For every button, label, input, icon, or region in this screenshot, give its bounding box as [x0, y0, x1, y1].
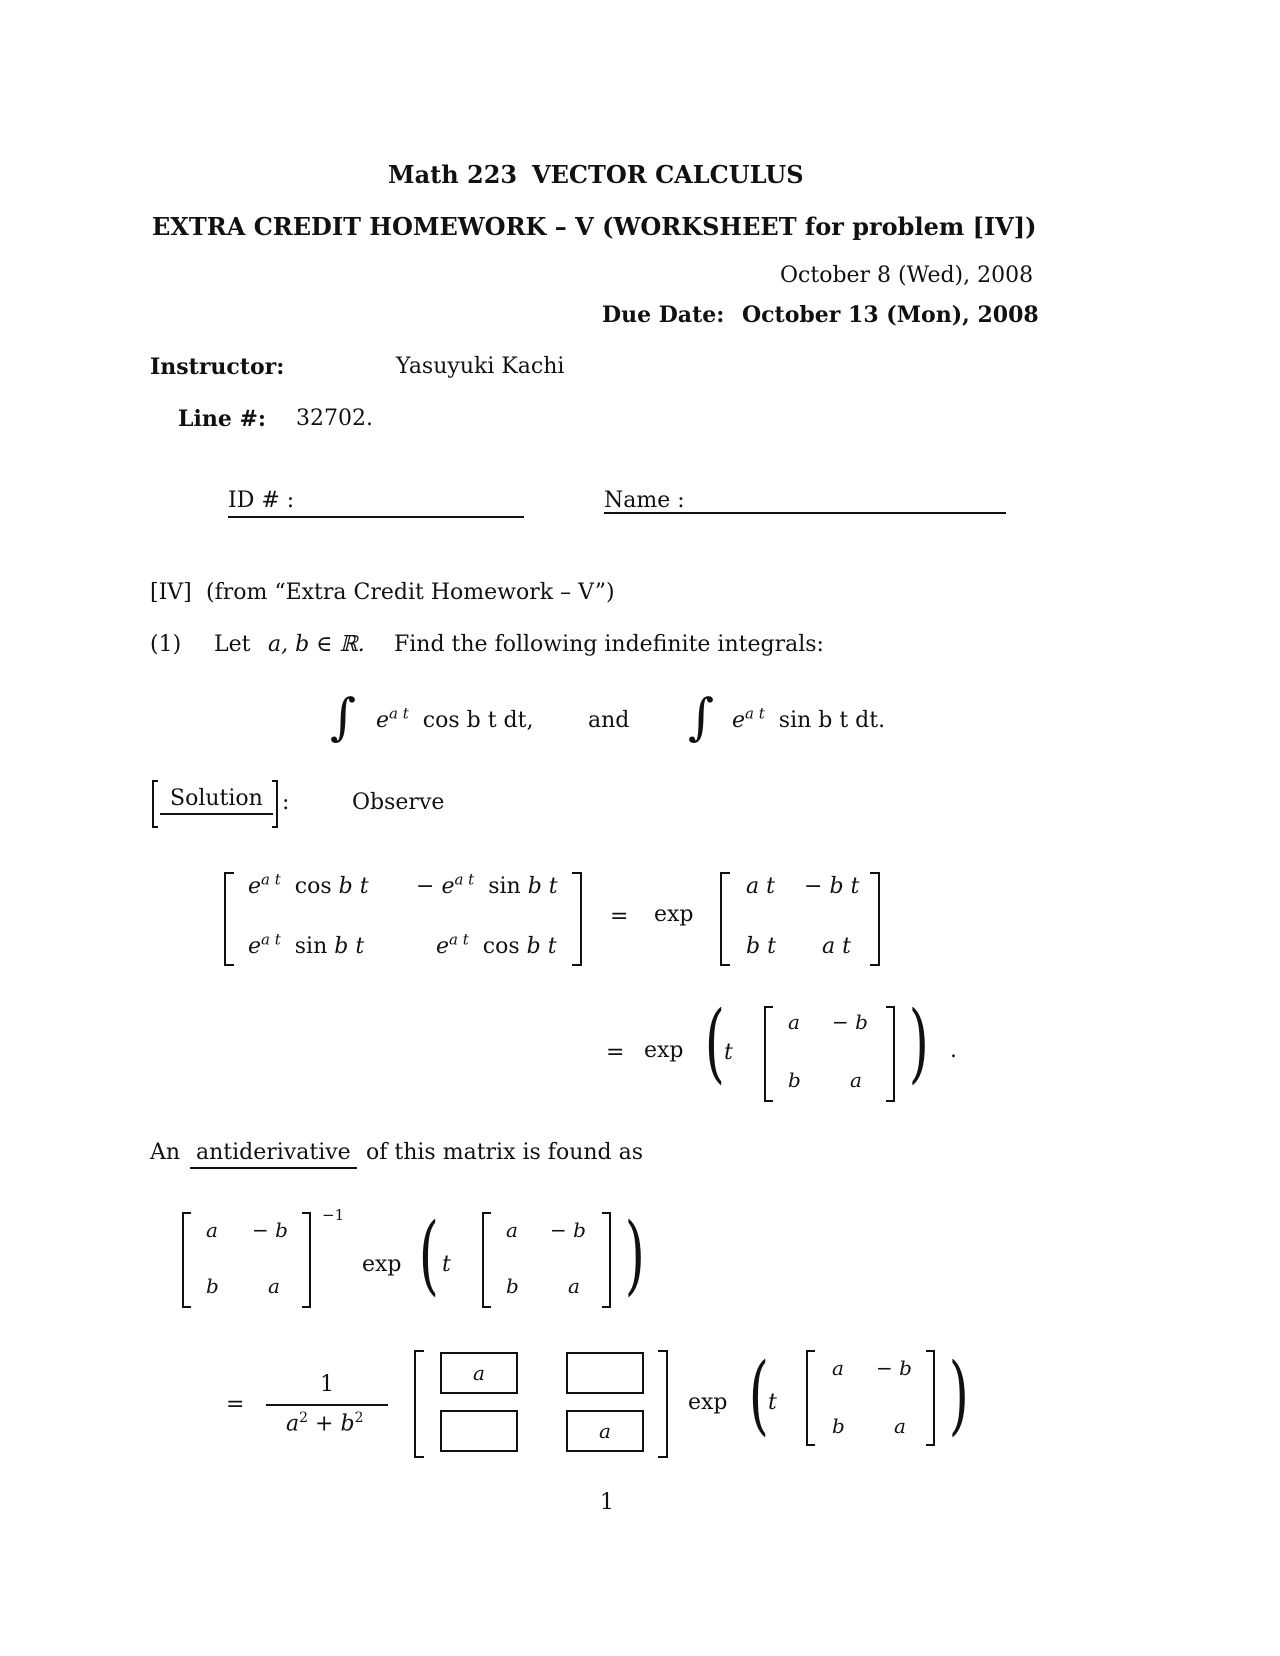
id-field-line[interactable]: [228, 516, 524, 518]
matrix-bracket-right: [602, 1212, 611, 1308]
matrix-entry: a: [788, 1010, 800, 1034]
and-word: and: [588, 708, 630, 733]
matrix-bracket-right: [870, 872, 880, 966]
id-label: ID # :: [228, 488, 295, 513]
antiderivative-word: antiderivative: [190, 1140, 357, 1169]
paren-right: ): [948, 1345, 969, 1445]
matrix-bracket-right: [886, 1006, 895, 1102]
due-date: October 13 (Mon), 2008: [742, 302, 1039, 328]
matrix-bracket-left: [224, 872, 234, 966]
answer-box-top-right[interactable]: [566, 1352, 644, 1394]
fraction-denominator: $a^2 + b^2$: [286, 1410, 364, 1437]
solution-colon: :: [282, 790, 290, 815]
exp-word: exp: [362, 1252, 402, 1277]
course-title: VECTOR CALCULUS: [532, 160, 804, 189]
matrix-entry: a: [850, 1068, 862, 1092]
answer-box-bottom-right[interactable]: a: [566, 1410, 644, 1452]
matrix-entry: − b: [876, 1356, 912, 1380]
matrix-entry: b: [206, 1274, 219, 1298]
solution-label: Solution: [160, 786, 273, 815]
matrix-entry: a: [894, 1414, 906, 1438]
exp-word: exp: [644, 1038, 684, 1063]
line-number: 32702.: [296, 406, 373, 431]
integral-sign-1: ∫: [330, 688, 357, 746]
equals-sign: =: [606, 1040, 625, 1065]
observe-word: Observe: [352, 790, 445, 815]
issue-date: October 8 (Wed), 2008: [780, 263, 1034, 288]
matrix-entry: − b: [550, 1218, 586, 1242]
solution-bracket-left: [152, 780, 158, 828]
name-label: Name :: [604, 488, 685, 513]
matrix-bracket-right: [572, 872, 582, 966]
statement-post: Find the following indefinite integrals:: [394, 632, 824, 657]
equals-sign: =: [226, 1392, 245, 1417]
answer-box-top-left[interactable]: a: [440, 1352, 518, 1394]
matrix-entry: b: [506, 1274, 519, 1298]
matrix-entry: $e^{a t}$ sin b t: [248, 930, 365, 959]
problem-source: (from “Extra Credit Homework – V”): [206, 580, 615, 605]
matrix-bracket-left: [764, 1006, 773, 1102]
fraction-bar: [266, 1404, 388, 1406]
matrix-bracket-right: [658, 1350, 668, 1458]
line-label: Line #:: [178, 406, 267, 432]
matrix-entry: a: [268, 1274, 280, 1298]
paren-right: ): [908, 993, 929, 1093]
antideriv-post: of this matrix is found as: [366, 1140, 644, 1165]
integral-1: $e^{a t}$ cos b t dt,: [376, 704, 534, 733]
paren-left: (: [704, 993, 725, 1093]
matrix-bracket-left: [720, 872, 730, 966]
answer-box-bottom-left[interactable]: [440, 1410, 518, 1452]
instructor-name: Yasuyuki Kachi: [396, 354, 565, 379]
matrix-entry: a: [206, 1218, 218, 1242]
exp-word: exp: [654, 902, 694, 927]
assignment-title: EXTRA CREDIT HOMEWORK – V (WORKSHEET for problem [IV]): [152, 212, 1037, 241]
paren-left: (: [418, 1205, 439, 1305]
matrix-bracket-left: [482, 1212, 491, 1308]
page-number: 1: [600, 1490, 614, 1515]
matrix-bracket-left: [182, 1212, 191, 1308]
problem-tag: [IV]: [150, 580, 192, 605]
matrix-entry: − b: [832, 1010, 868, 1034]
part-number: (1): [150, 632, 182, 657]
integral-sign-2: ∫: [688, 688, 715, 746]
matrix-entry: a t: [822, 934, 851, 959]
matrix-entry: a: [506, 1218, 518, 1242]
t-variable: t: [724, 1040, 733, 1065]
matrix-entry: b: [832, 1414, 845, 1438]
paren-left: (: [748, 1345, 769, 1445]
paren-right: ): [624, 1205, 645, 1305]
matrix-bracket-left: [414, 1350, 424, 1458]
course-code: Math 223: [388, 160, 518, 189]
matrix-entry: − b: [252, 1218, 288, 1242]
period: .: [950, 1038, 957, 1063]
fraction-numerator: 1: [320, 1372, 334, 1397]
matrix-bracket-right: [302, 1212, 311, 1308]
matrix-entry: − b t: [804, 874, 860, 899]
instructor-label: Instructor:: [150, 354, 285, 380]
matrix-bracket-left: [806, 1350, 815, 1446]
statement-vars: a, b ∈ ℝ.: [268, 632, 365, 657]
t-variable: t: [442, 1252, 451, 1277]
antideriv-pre: An: [150, 1140, 181, 1165]
integral-2: $e^{a t}$ sin b t dt.: [732, 704, 886, 733]
statement-pre: Let: [214, 632, 251, 657]
matrix-entry: b: [788, 1068, 801, 1092]
matrix-entry: b t: [746, 934, 776, 959]
matrix-entry: − $e^{a t}$ sin b t: [416, 870, 558, 899]
exp-word: exp: [688, 1390, 728, 1415]
solution-bracket-right: [272, 780, 278, 828]
matrix-entry: a: [568, 1274, 580, 1298]
due-label: Due Date:: [602, 302, 725, 328]
matrix-entry: $e^{a t}$ cos b t: [436, 930, 557, 959]
equals-sign: =: [610, 904, 629, 929]
t-variable: t: [768, 1390, 777, 1415]
inverse-exponent: −1: [322, 1206, 345, 1224]
matrix-entry: $e^{a t}$ cos b t: [248, 870, 369, 899]
matrix-entry: a t: [746, 874, 775, 899]
matrix-bracket-right: [926, 1350, 935, 1446]
name-field-line[interactable]: [604, 512, 1006, 514]
matrix-entry: a: [832, 1356, 844, 1380]
